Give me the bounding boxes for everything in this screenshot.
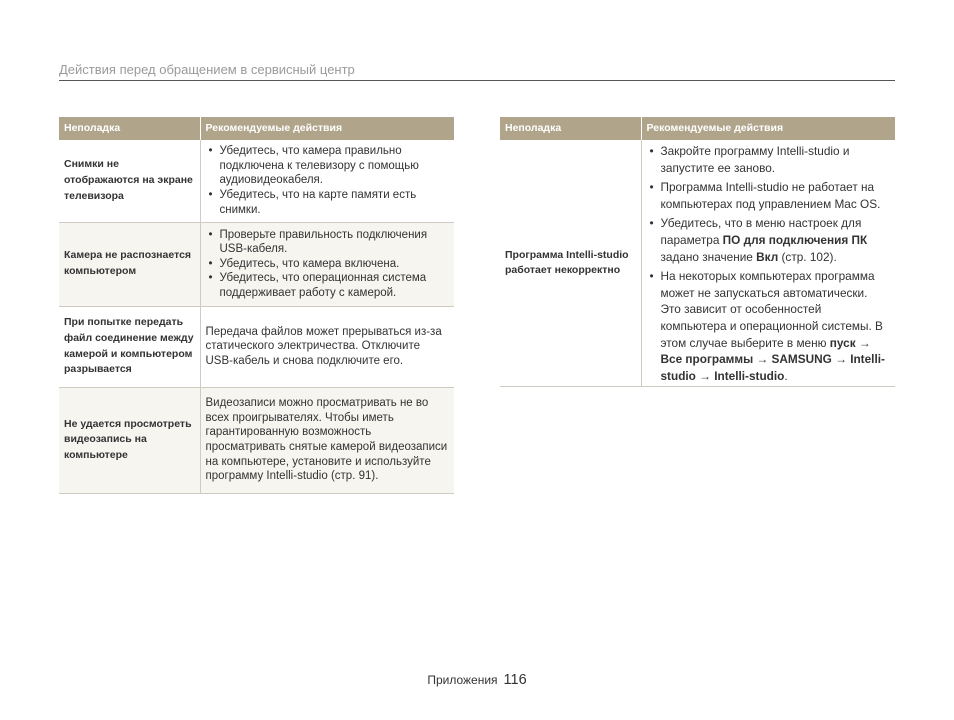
menu-path-start: пуск [829,335,856,350]
problem-cell: Программа Intelli-studio работает некорректно [500,140,641,387]
action-text: Убедитесь, что в меню настроек для параметра [660,216,862,247]
footer-section-label: Приложения [427,673,498,687]
action-item: • Убедитесь, что камера включена. [206,257,450,272]
actions-cell [200,140,454,222]
col-header-problem: Неполадка [500,117,641,140]
table-header-row [500,117,895,140]
action-text: задано значение [660,249,757,264]
action-item: • Убедитесь, что камера правильно подключена к телевизору с помощью аудиовидеокабеля. [206,144,450,188]
actions-cell: Передача файлов может прерываться из-за статического электричества. Отключите USB-кабель и снова подключите его. [200,306,454,387]
actions-cell: Видеозаписи можно просматривать не во всех проигрывателях. Чтобы иметь гарантированную возможность просматривать снятые камерой видеозаписи на компьютере, установите и используйте программу Intelli-studio (стр. 91). [200,387,454,493]
menu-path-intelli-studio-folder: Intelli-studio [660,352,885,383]
actions-cell [641,140,895,387]
page-header-title: Действия перед обращением в сервисный центр [59,62,895,81]
problem-cell: При попытке передать файл соединение между камерой и компьютером разрывается [59,306,200,387]
action-text: (стр. 102). [778,249,837,264]
action-item: • Программа Intelli-studio не работает на компьютерах под управлением Mac OS. [647,179,891,212]
table-row [59,306,454,387]
table-header-row [59,117,454,140]
setting-name: ПО для подключения ПК [722,232,868,247]
arrow-icon: → [831,352,851,367]
table-row [59,222,454,306]
action-item: • Закройте программу Intelli-studio и запустите ее заново. [647,143,891,176]
arrow-icon: → [855,335,871,350]
action-text: На некоторых компьютерах программа может не запускаться автоматически. Это зависит от особенностей компьютера и операционной системы. В этом случае выберите в меню [660,269,883,350]
setting-value: Вкл [756,249,779,264]
action-text: . [784,368,788,383]
col-header-actions: Рекомендуемые действия [200,117,454,140]
menu-path-samsung: SAMSUNG [771,352,832,367]
troubleshooting-table-right [500,117,895,387]
action-item: • Убедитесь, что на карте памяти есть снимки. [206,188,450,217]
action-item: • Убедитесь, что операционная система поддерживает работу с камерой. [206,271,450,300]
action-item [647,215,891,265]
problem-cell: Камера не распознается компьютером [59,222,200,306]
page-number: 116 [503,672,527,688]
action-item [647,268,891,384]
page-footer [0,672,954,688]
table-row [500,140,895,387]
actions-cell [200,222,454,306]
menu-path-all-programs: Все программы [660,352,754,367]
col-header-actions: Рекомендуемые действия [641,117,895,140]
problem-cell: Снимки не отображаются на экране телевизора [59,140,200,222]
problem-cell: Не удается просмотреть видеозапись на компьютере [59,387,200,493]
table-row [59,140,454,222]
arrow-icon: → [695,368,715,383]
arrow-icon: → [753,352,772,367]
menu-path-intelli-studio-app: Intelli-studio [714,368,785,383]
col-header-problem: Неполадка [59,117,200,140]
action-item: • Проверьте правильность подключения USB-кабеля. [206,228,450,257]
table-row [59,387,454,493]
troubleshooting-table-left [59,117,454,494]
